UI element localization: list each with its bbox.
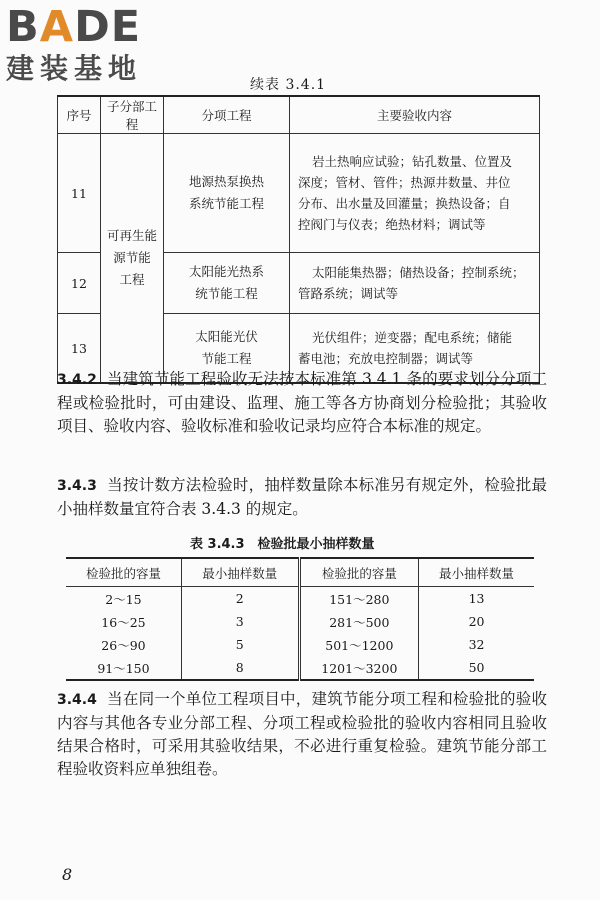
subdivision-line: 源节能 bbox=[113, 250, 151, 265]
item-line: 太阳能光伏 bbox=[195, 329, 258, 344]
cell: 16～25 bbox=[101, 614, 146, 630]
table2-header: 最小抽样数量 bbox=[181, 558, 299, 587]
item-cell bbox=[164, 134, 290, 253]
item-line: 太阳能光热系 bbox=[188, 264, 264, 279]
subdivision-line: 工程 bbox=[119, 272, 145, 287]
item-line: 统节能工程 bbox=[195, 286, 258, 301]
content-line: 蓄电池；充放电控制器；调试等 bbox=[298, 351, 474, 366]
content-line: 管路系统；调试等 bbox=[298, 286, 399, 301]
content-line: 深度；管材、管件；热源井数量、井位 bbox=[298, 175, 511, 190]
logo-bottom-text: 建装基地 bbox=[6, 52, 143, 85]
subdivision-line: 可再生能 bbox=[106, 228, 157, 243]
cell: 151～280 bbox=[299, 587, 418, 611]
cell: 3 bbox=[181, 610, 299, 633]
table-row bbox=[66, 610, 534, 633]
cell: 26～90 bbox=[101, 637, 146, 653]
section-3-4-4 bbox=[57, 688, 547, 781]
row-number: 11 bbox=[58, 134, 101, 253]
row-number: 12 bbox=[58, 253, 101, 314]
table1-caption: 续表 3.4.1 bbox=[250, 77, 327, 93]
row-number: 13 bbox=[58, 314, 101, 384]
content-line: 太阳能集热器；储热设备；控制系统； bbox=[312, 265, 525, 280]
cell: 91～150 bbox=[97, 660, 150, 676]
content-line: 分布、出水量及回灌量；换热设备；自 bbox=[298, 196, 511, 211]
content-line: 光伏组件；逆变器；配电系统；储能 bbox=[312, 330, 513, 345]
section-3-4-2 bbox=[57, 368, 547, 438]
section-text: 当在同一个单位工程项目中，建筑节能分项工程和检验批的验收内容与其他各专业分部工程、分项工程或检验批的验收内容相同且验收结果合格时，可采用其验收结果，不必进行重复检验。建筑节能分部工程验收资料应单独组卷。 bbox=[57, 690, 547, 778]
item-cell bbox=[164, 253, 290, 314]
item-line: 节能工程 bbox=[201, 351, 252, 366]
content-cell bbox=[290, 134, 540, 253]
cell: 32 bbox=[419, 633, 534, 656]
table2-header: 检验批的容量 bbox=[66, 558, 181, 587]
content-line: 控阀门与仪表；绝热材料；调试等 bbox=[298, 217, 486, 232]
page-number: 8 bbox=[62, 865, 73, 884]
content-line: 岩土热响应试验；钻孔数量、位置及 bbox=[312, 154, 513, 169]
table1-header-item: 分项工程 bbox=[164, 96, 290, 134]
table-row bbox=[66, 633, 534, 656]
table2-header: 检验批的容量 bbox=[299, 558, 418, 587]
content-cell bbox=[290, 253, 540, 314]
table-row bbox=[66, 587, 534, 611]
acceptance-table bbox=[57, 95, 540, 384]
cell: 1201～3200 bbox=[299, 656, 418, 680]
cell: 13 bbox=[419, 587, 534, 611]
section-3-4-3 bbox=[57, 474, 547, 521]
table1-header-no: 序号 bbox=[58, 96, 101, 134]
table2-caption: 表 3.4.3 检验批最小抽样数量 bbox=[190, 537, 375, 552]
cell: 2 bbox=[181, 587, 299, 611]
cell: 50 bbox=[419, 656, 534, 680]
item-line: 系统节能工程 bbox=[188, 196, 264, 211]
cell: 5 bbox=[181, 633, 299, 656]
cell: 281～500 bbox=[299, 610, 418, 633]
section-text: 当按计数方法检验时，抽样数量除本标准另有规定外，检验批最小抽样数量宜符合表 3.4.3 的规定。 bbox=[57, 476, 547, 518]
table1-header-content: 主要验收内容 bbox=[290, 96, 540, 134]
cell: 2～15 bbox=[105, 591, 142, 607]
section-number: 3.4.2 bbox=[57, 372, 97, 388]
cell: 20 bbox=[419, 610, 534, 633]
item-line: 地源热泵换热 bbox=[188, 174, 264, 189]
section-number: 3.4.4 bbox=[57, 692, 97, 708]
section-text: 当建筑节能工程验收无法按本标准第 3.4.1 条的要求划分分项工程或检验批时，可由建设、监理、施工等各方协商划分检验批；其验收项目、验收内容、验收标准和验收记录均应符合本标准的规定。 bbox=[57, 370, 547, 435]
sampling-table bbox=[66, 557, 534, 681]
table-row bbox=[66, 656, 534, 680]
logo bbox=[6, 4, 176, 88]
table1-header-subdivision: 子分部工程 bbox=[101, 96, 164, 134]
logo-top-text: BADE bbox=[6, 2, 142, 52]
cell: 8 bbox=[181, 656, 299, 680]
subdivision-cell bbox=[101, 134, 164, 384]
table2-header: 最小抽样数量 bbox=[419, 558, 534, 587]
table-row bbox=[58, 134, 540, 253]
section-number: 3.4.3 bbox=[57, 478, 97, 494]
cell: 501～1200 bbox=[299, 633, 418, 656]
